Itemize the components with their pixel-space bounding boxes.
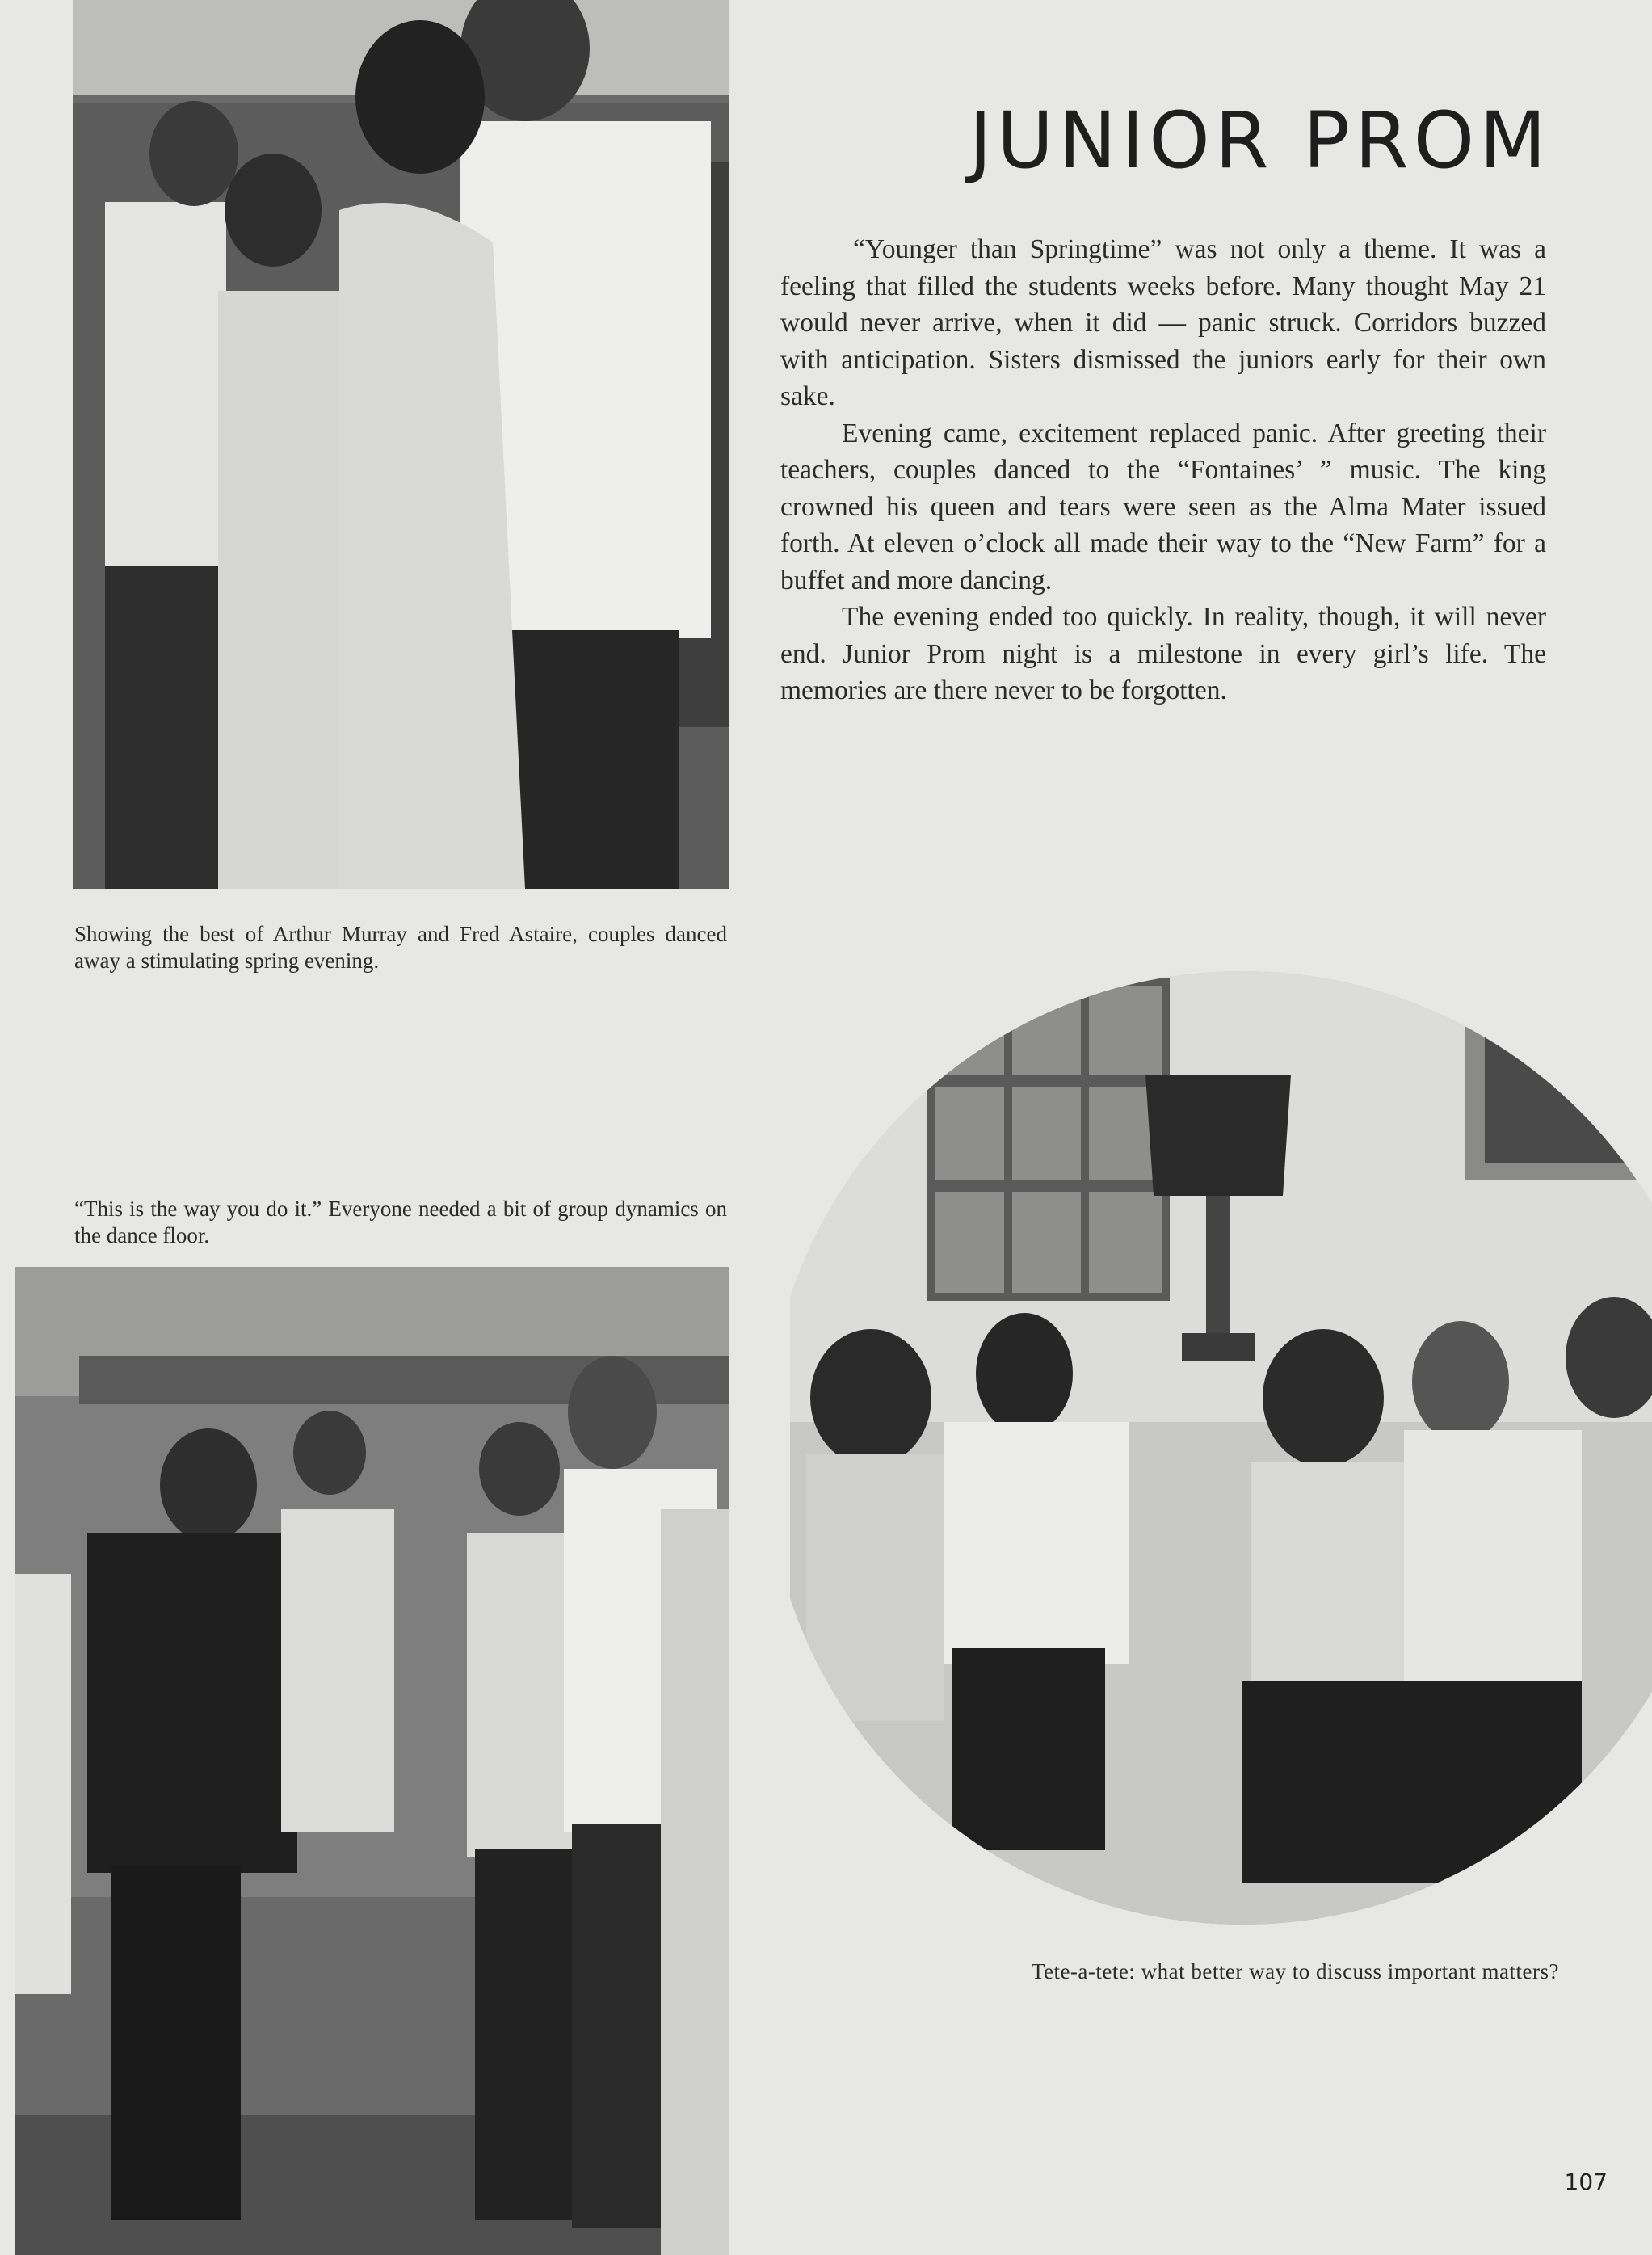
- photo-group-dance: [15, 1267, 729, 2255]
- page-number: 107: [1564, 2169, 1608, 2195]
- caption-circle-photo: Tete-a-tete: what better way to discuss important matters?: [1031, 1959, 1559, 1984]
- caption-top-photo: Showing the best of Arthur Murray and Fred Astaire, couples danced away a stimulating spring evening.: [74, 922, 727, 973]
- paragraph-3: The evening ended too quickly. In reality, though, it will never end. Junior Prom night is a milestone in every girl’s life. The memories are there never to be forgotten.: [780, 602, 1546, 705]
- photo-dancing-couples: [73, 0, 729, 889]
- paragraph-1: “Younger than Springtime” was not only a theme. It was a feeling that filled the students weeks before. Many thought May 21 would never arrive, when it did — panic struck. Corridors buzzed with anticipation. Sisters dismissed the juniors early for their own sake.: [780, 234, 1546, 411]
- page-title: JUNIOR PROM: [969, 95, 1551, 186]
- paragraph-2: Evening came, excitement replaced panic. After greeting their teachers, couples danced to the “Fontaines’ ” music. The king crowned his queen and tears were seen as the Alma Mater issued forth. At eleven o’clock all made their way to the “New Farm” for a buffet and more dancing.: [780, 418, 1546, 595]
- photo-tete-a-tete: [790, 970, 1652, 1927]
- article-body: [780, 231, 1546, 709]
- caption-bottom-photo: “This is the way you do it.” Everyone needed a bit of group dynamics on the dance floor.: [74, 1197, 727, 1247]
